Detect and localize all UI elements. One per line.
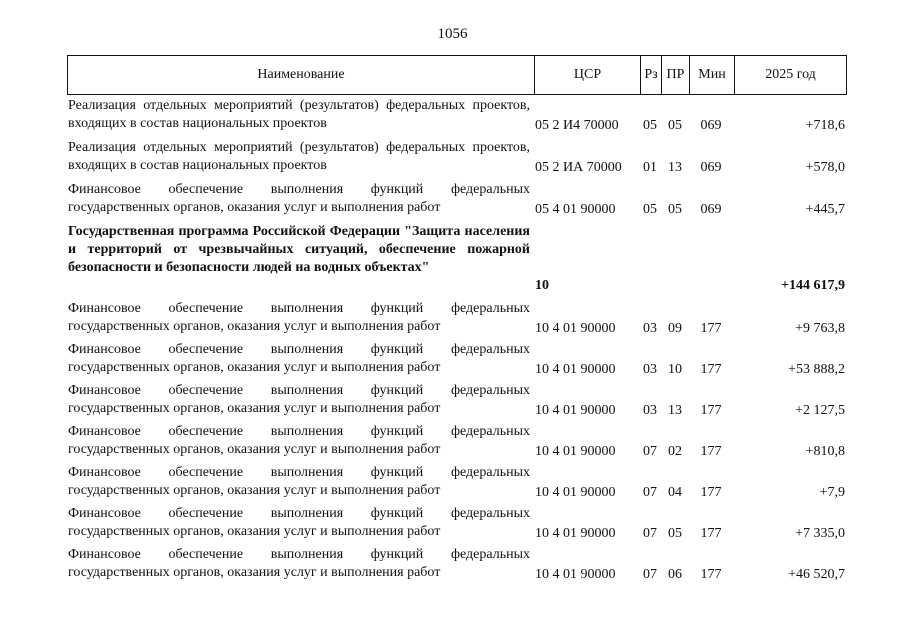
row-name: Финансовое обеспечение выполнения функций федеральных государственных органов, оказания услуг и выполнения работ bbox=[68, 465, 530, 498]
row-pr: 13 bbox=[668, 160, 682, 175]
row-csr: 05 2 ИА 70000 bbox=[535, 160, 622, 175]
header-csr: ЦСР bbox=[534, 56, 640, 94]
table-row bbox=[0, 546, 905, 584]
program-csr: 10 bbox=[535, 278, 549, 293]
table-row bbox=[0, 464, 905, 502]
table-row bbox=[0, 97, 905, 135]
row-amount: +46 520,7 bbox=[788, 567, 845, 582]
row-csr: 05 4 01 90000 bbox=[535, 202, 616, 217]
page-number: 1056 bbox=[437, 26, 468, 42]
row-min: 177 bbox=[700, 403, 722, 418]
row-rz: 07 bbox=[643, 444, 657, 459]
row-csr: 10 4 01 90000 bbox=[535, 403, 616, 418]
row-min: 177 bbox=[700, 567, 722, 582]
table-row-program bbox=[0, 223, 905, 295]
row-rz: 05 bbox=[643, 118, 657, 133]
row-name: Реализация отдельных мероприятий (результатов) федеральных проектов, входящих в состав национальных проектов bbox=[68, 98, 530, 131]
row-amount: +7,9 bbox=[819, 485, 845, 500]
table-row bbox=[0, 181, 905, 219]
row-pr: 05 bbox=[668, 202, 682, 217]
table-row bbox=[0, 300, 905, 338]
row-pr: 02 bbox=[668, 444, 682, 459]
row-pr: 04 bbox=[668, 485, 682, 500]
table-row bbox=[0, 382, 905, 420]
row-csr: 10 4 01 90000 bbox=[535, 444, 616, 459]
header-name: Наименование bbox=[67, 56, 534, 94]
row-name: Финансовое обеспечение выполнения функций федеральных государственных органов, оказания услуг и выполнения работ bbox=[68, 342, 530, 375]
row-csr: 10 4 01 90000 bbox=[535, 485, 616, 500]
row-amount: +2 127,5 bbox=[795, 403, 845, 418]
row-pr: 05 bbox=[668, 526, 682, 541]
program-name: Государственная программа Российской Федерации "Защита населения и территорий от чрезвычайных ситуаций, обеспечение пожарной безопасности и безопасности людей на водных объектах" bbox=[68, 224, 530, 275]
row-pr: 10 bbox=[668, 362, 682, 377]
row-csr: 05 2 И4 70000 bbox=[535, 118, 619, 133]
table-row bbox=[0, 423, 905, 461]
row-csr: 10 4 01 90000 bbox=[535, 567, 616, 582]
header-min: Мин bbox=[689, 56, 734, 94]
row-pr: 06 bbox=[668, 567, 682, 582]
header-year: 2025 год bbox=[734, 56, 847, 94]
row-amount: +718,6 bbox=[805, 118, 845, 133]
row-name: Финансовое обеспечение выполнения функций федеральных государственных органов, оказания услуг и выполнения работ bbox=[68, 301, 530, 334]
row-name: Финансовое обеспечение выполнения функций федеральных государственных органов, оказания услуг и выполнения работ bbox=[68, 424, 530, 457]
table-header bbox=[67, 55, 847, 95]
row-min: 069 bbox=[700, 202, 722, 217]
row-amount: +445,7 bbox=[805, 202, 845, 217]
program-amount: +144 617,9 bbox=[781, 278, 845, 293]
row-pr: 05 bbox=[668, 118, 682, 133]
row-name: Финансовое обеспечение выполнения функций федеральных государственных органов, оказания услуг и выполнения работ bbox=[68, 182, 530, 215]
row-csr: 10 4 01 90000 bbox=[535, 526, 616, 541]
row-amount: +53 888,2 bbox=[788, 362, 845, 377]
row-rz: 07 bbox=[643, 485, 657, 500]
row-rz: 05 bbox=[643, 202, 657, 217]
row-rz: 03 bbox=[643, 403, 657, 418]
row-csr: 10 4 01 90000 bbox=[535, 321, 616, 336]
row-min: 069 bbox=[700, 118, 722, 133]
row-amount: +578,0 bbox=[805, 160, 845, 175]
row-name: Финансовое обеспечение выполнения функций федеральных государственных органов, оказания услуг и выполнения работ bbox=[68, 383, 530, 416]
row-min: 069 bbox=[700, 160, 722, 175]
row-pr: 13 bbox=[668, 403, 682, 418]
row-name: Реализация отдельных мероприятий (результатов) федеральных проектов, входящих в состав национальных проектов bbox=[68, 140, 530, 173]
row-rz: 07 bbox=[643, 567, 657, 582]
row-name: Финансовое обеспечение выполнения функций федеральных государственных органов, оказания услуг и выполнения работ bbox=[68, 547, 530, 580]
table-row bbox=[0, 341, 905, 379]
row-csr: 10 4 01 90000 bbox=[535, 362, 616, 377]
row-min: 177 bbox=[700, 526, 722, 541]
row-amount: +9 763,8 bbox=[795, 321, 845, 336]
table-row bbox=[0, 139, 905, 177]
row-min: 177 bbox=[700, 444, 722, 459]
row-min: 177 bbox=[700, 362, 722, 377]
row-min: 177 bbox=[700, 321, 722, 336]
table-row bbox=[0, 505, 905, 543]
header-rz: Рз bbox=[640, 56, 661, 94]
row-rz: 03 bbox=[643, 362, 657, 377]
header-pr: ПР bbox=[661, 56, 689, 94]
row-rz: 03 bbox=[643, 321, 657, 336]
row-amount: +7 335,0 bbox=[795, 526, 845, 541]
row-amount: +810,8 bbox=[805, 444, 845, 459]
row-pr: 09 bbox=[668, 321, 682, 336]
row-name: Финансовое обеспечение выполнения функций федеральных государственных органов, оказания услуг и выполнения работ bbox=[68, 506, 530, 539]
row-rz: 07 bbox=[643, 526, 657, 541]
row-rz: 01 bbox=[643, 160, 657, 175]
row-min: 177 bbox=[700, 485, 722, 500]
